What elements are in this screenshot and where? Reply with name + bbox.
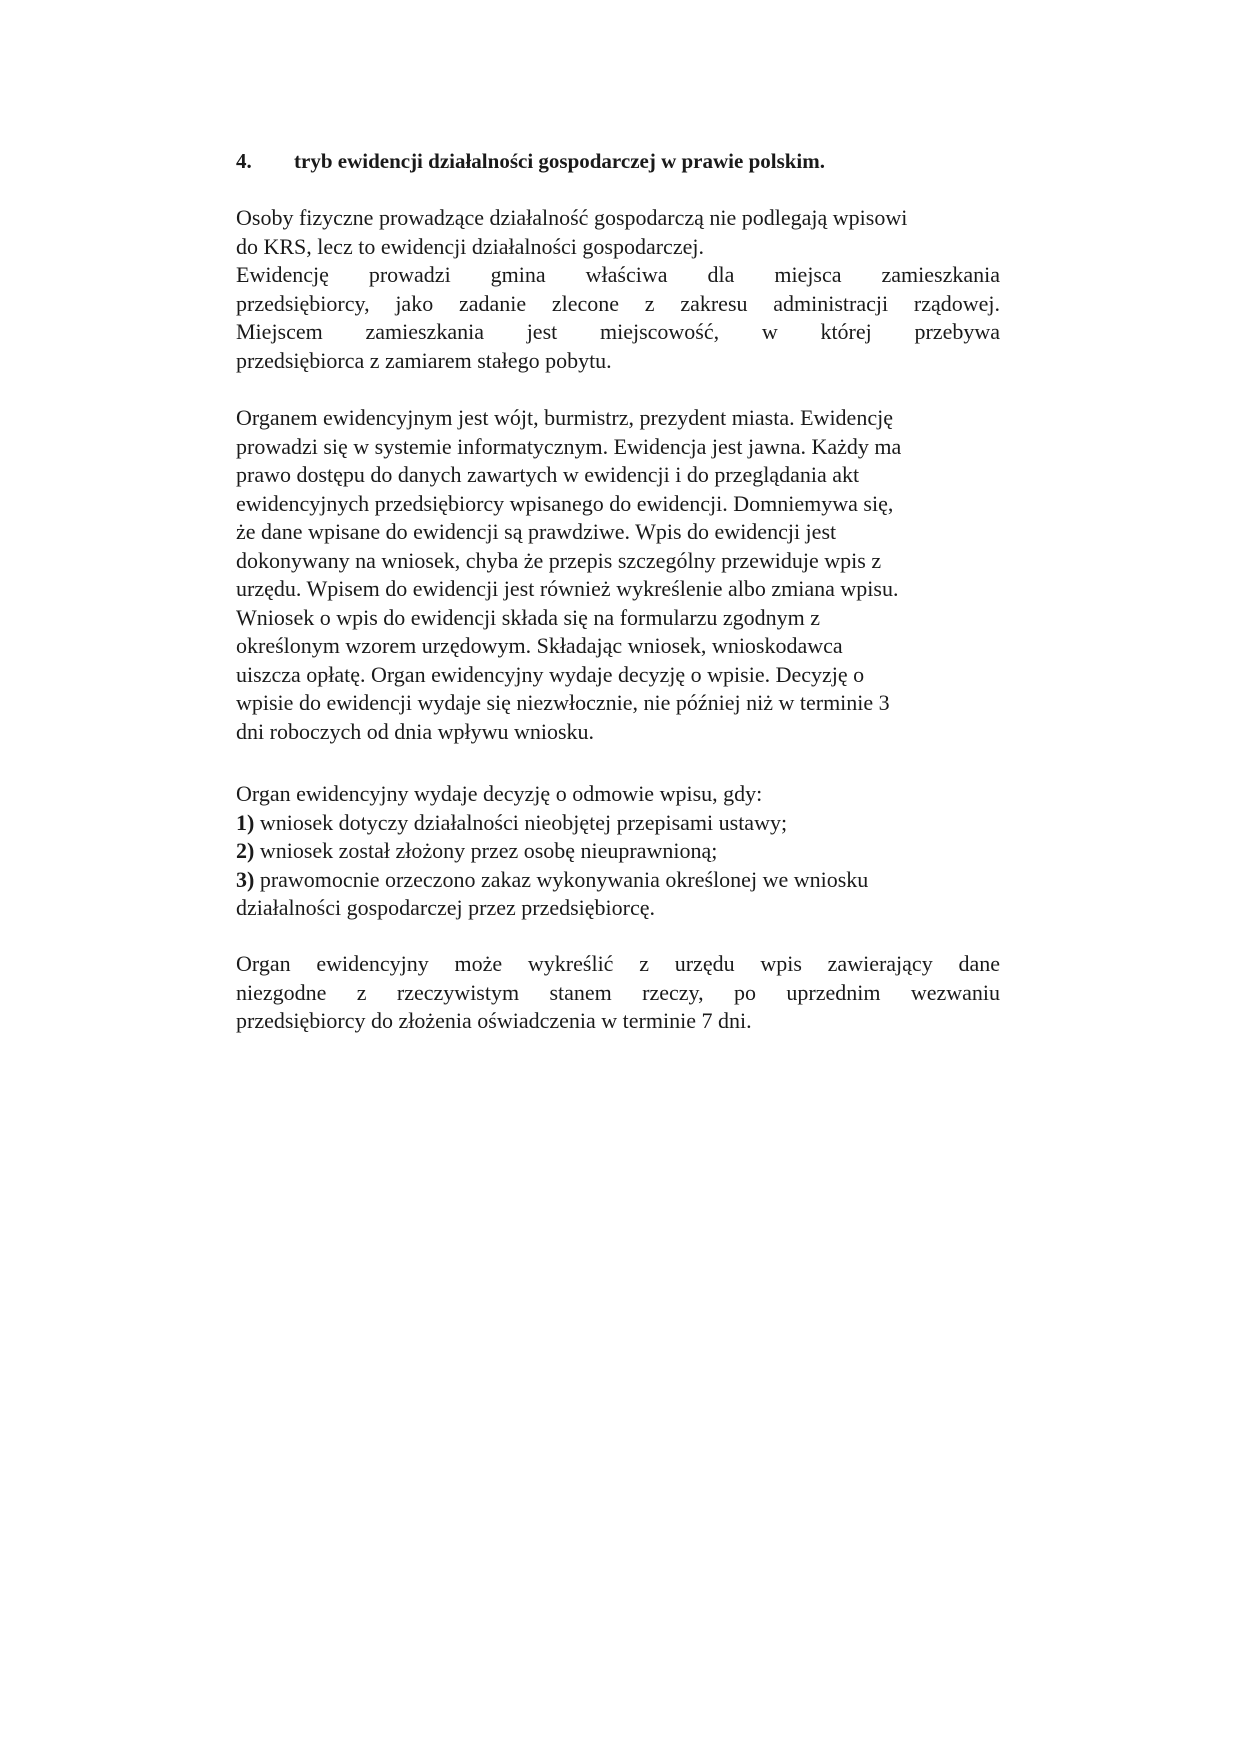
text-line: Osoby fizyczne prowadzące działalność gospodarczą nie podlegają wpisowi	[236, 205, 908, 230]
paragraph-refusal-grounds	[236, 780, 1000, 923]
text-line: do KRS, lecz to ewidencji działalności gospodarczej.	[236, 233, 704, 259]
text-line: prawo dostępu do danych zawartych w ewidencji i do przeglądania akt	[236, 462, 860, 487]
paragraph-registration-intro	[236, 204, 1000, 375]
text-line: Organem ewidencyjnym jest wójt, burmistrz, prezydent miasta. Ewidencję	[236, 405, 893, 430]
text-line: Ewidencję prowadzi gmina właściwa dla miejsca zamieszkania	[236, 262, 1000, 287]
list-marker: 2)	[236, 838, 255, 863]
text-line: że dane wpisane do ewidencji są prawdziwe. Wpis do ewidencji jest	[236, 519, 837, 544]
text-line: wpisie do ewidencji wydaje się niezwłocznie, nie później niż w terminie 3	[236, 690, 890, 715]
text-line: prowadzi się w systemie informatycznym. Ewidencja jest jawna. Każdy ma	[236, 433, 902, 459]
text-line: niezgodne z rzeczywistym stanem rzeczy, po uprzednim wezwaniu	[236, 979, 1000, 1005]
text-line: przedsiębiorcy, jako zadanie zlecone z zakresu administracji rządowej.	[236, 290, 1000, 316]
section-number: 4.	[236, 149, 252, 173]
text-line: przedsiębiorca z zamiarem stałego pobytu.	[236, 347, 612, 373]
text-line: uiszcza opłatę. Organ ewidencyjny wydaje decyzję o wpisie. Decyzję o	[236, 661, 865, 687]
text-line: ewidencyjnych przedsiębiorcy wpisanego do ewidencji. Domniemywa się,	[236, 490, 894, 516]
paragraph-registration-authority	[236, 404, 1000, 746]
text-line: określonym wzorem urzędowym. Składając wniosek, wnioskodawca	[236, 633, 843, 658]
text-line: przedsiębiorcy do złożenia oświadczenia w terminie 7 dni.	[236, 1008, 752, 1033]
list-marker: 3)	[236, 866, 255, 892]
list-marker: 1)	[236, 809, 255, 835]
text-line: Wniosek o wpis do ewidencji składa się na formularzu zgodnym z	[236, 604, 821, 630]
text-line: Miejscem zamieszkania jest miejscowość, w której przebywa	[236, 319, 1000, 344]
section-heading	[236, 146, 1016, 176]
text-line: dni roboczych od dnia wpływu wniosku.	[236, 718, 595, 744]
list-item-text: wniosek dotyczy działalności nieobjętej przepisami ustawy;	[254, 809, 788, 835]
list-item-text: prawomocnie orzeczono zakaz wykonywania określonej we wniosku	[254, 866, 869, 892]
section-title: tryb ewidencji działalności gospodarczej w prawie polskim.	[294, 149, 826, 173]
text-line: działalności gospodarczej przez przedsiębiorcę.	[236, 895, 656, 920]
refusal-intro: Organ ewidencyjny wydaje decyzję o odmowie wpisu, gdy:	[236, 781, 763, 806]
text-line: dokonywany na wniosek, chyba że przepis szczególny przewiduje wpis z	[236, 547, 882, 573]
list-item	[236, 837, 1000, 866]
list-item	[236, 866, 1000, 895]
list-item	[236, 809, 1000, 838]
text-line: urzędu. Wpisem do ewidencji jest również wykreślenie albo zmiana wpisu.	[236, 576, 899, 601]
text-line: Organ ewidencyjny może wykreślić z urzędu wpis zawierający dane	[236, 951, 1000, 976]
paragraph-deletion	[236, 950, 1000, 1036]
list-item-text: wniosek został złożony przez osobę nieuprawnioną;	[254, 838, 718, 863]
